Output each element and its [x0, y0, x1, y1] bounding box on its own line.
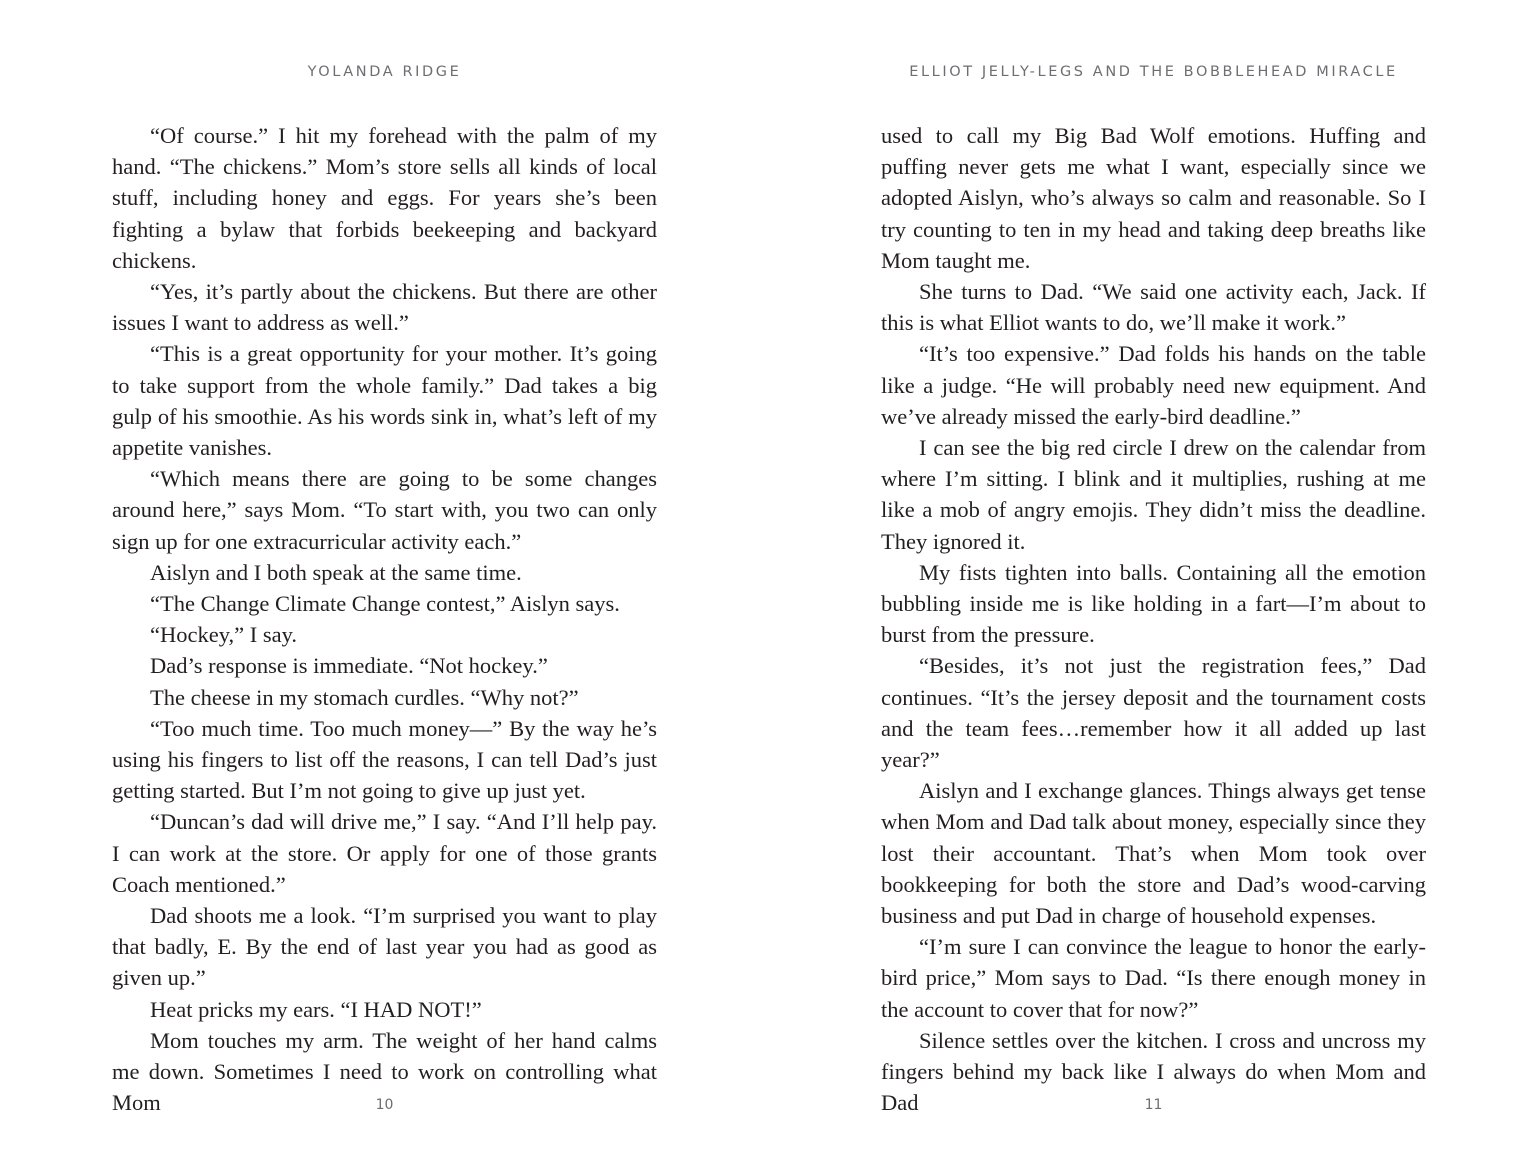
- page-number: 10: [375, 1097, 394, 1113]
- right-page: [769, 0, 1538, 1163]
- paragraph: The cheese in my stomach curdles. “Why not?”: [150, 684, 579, 710]
- paragraph: Silence settles over the kitchen. I cross and uncross my fingers behind my back like I always do when Mom and Dad: [881, 1027, 1426, 1116]
- page-number: 11: [1144, 1097, 1163, 1113]
- paragraph: “This is a great opportunity for your mother. It’s going to take support from the whole family.” Dad takes a big gulp of his smoothie. As his words sink in, what’s left of my appetite vanishes.: [112, 341, 657, 461]
- paragraph: “Duncan’s dad will drive me,” I say. “And I’ll help pay. I can work at the store. Or apply for one of those grants Coach mentioned.”: [112, 809, 657, 897]
- paragraph: Mom touches my arm. The weight of her hand calms me down. Sometimes I need to work on controlling what Mom: [112, 1027, 657, 1116]
- paragraph: “The Change Climate Change contest,” Aislyn says.: [150, 591, 620, 617]
- paragraph: “Hockey,” I say.: [150, 622, 298, 648]
- paragraph: “Yes, it’s partly about the chickens. But there are other issues I want to address as well.”: [112, 279, 657, 336]
- paragraph: Aislyn and I both speak at the same time.: [150, 559, 522, 585]
- paragraph: “It’s too expensive.” Dad folds his hands on the table like a judge. “He will probably need new equipment. And we’ve already missed the early-bird deadline.”: [881, 341, 1426, 429]
- paragraph: Dad shoots me a look. “I’m surprised you want to play that badly, E. By the end of last year you had as good as given up.”: [112, 903, 657, 991]
- paragraph: Heat pricks my ears. “I HAD NOT!”: [150, 996, 482, 1022]
- paragraph: “I’m sure I can convince the league to honor the early-bird price,” Mom says to Dad. “Is there enough money in the account to cover that for now?”: [881, 934, 1426, 1022]
- paragraph: used to call my Big Bad Wolf emotions. Huffing and puffing never gets me what I want, especially since we adopted Aislyn, who’s always so calm and reasonable. So I try counting to ten in my head and taking deep breaths like Mom taught me.: [881, 123, 1426, 273]
- running-head-title: ELLIOT JELLY-LEGS AND THE BOBBLEHEAD MIRACLE: [909, 64, 1398, 80]
- paragraph: I can see the big red circle I drew on the calendar from where I’m sitting. I blink and it multiplies, rushing at me like a mob of angry emojis. They didn’t miss the deadline. They ignored it.: [881, 435, 1426, 554]
- paragraph: “Too much time. Too much money—” By the way he’s using his fingers to list off the reasons, I can tell Dad’s just getting started. But I’m not going to give up just yet.: [112, 715, 657, 804]
- paragraph: “Which means there are going to be some changes around here,” says Mom. “To start with, you two can only sign up for one extracurricular activity each.”: [112, 466, 657, 554]
- paragraph: She turns to Dad. “We said one activity each, Jack. If this is what Elliot wants to do, we’ll make it work.”: [881, 279, 1426, 336]
- paragraph: Dad’s response is immediate. “Not hockey.”: [150, 653, 548, 679]
- paragraph: My fists tighten into balls. Containing all the emotion bubbling inside me is like holding in a fart—I’m about to burst from the pressure.: [881, 559, 1426, 648]
- paragraph: “Of course.” I hit my forehead with the palm of my hand. “The chickens.” Mom’s store sells all kinds of local stuff, including honey and eggs. For years she’s been fighting a bylaw that forbids beekeeping and backyard chickens.: [112, 123, 657, 273]
- paragraph: Aislyn and I exchange glances. Things always get tense when Mom and Dad talk about money, especially since they lost their accountant. That’s when Mom took over bookkeeping for both the store and Dad’s wood-carving business and put Dad in charge of household expenses.: [881, 778, 1426, 929]
- right-page-text: [881, 120, 1426, 1119]
- paragraph: “Besides, it’s not just the registration fees,” Dad continues. “It’s the jersey deposit and the tournament costs and the team fees…remember how it all added up last year?”: [881, 653, 1426, 773]
- running-head-author: YOLANDA RIDGE: [307, 64, 462, 80]
- left-page-text: [112, 120, 657, 1119]
